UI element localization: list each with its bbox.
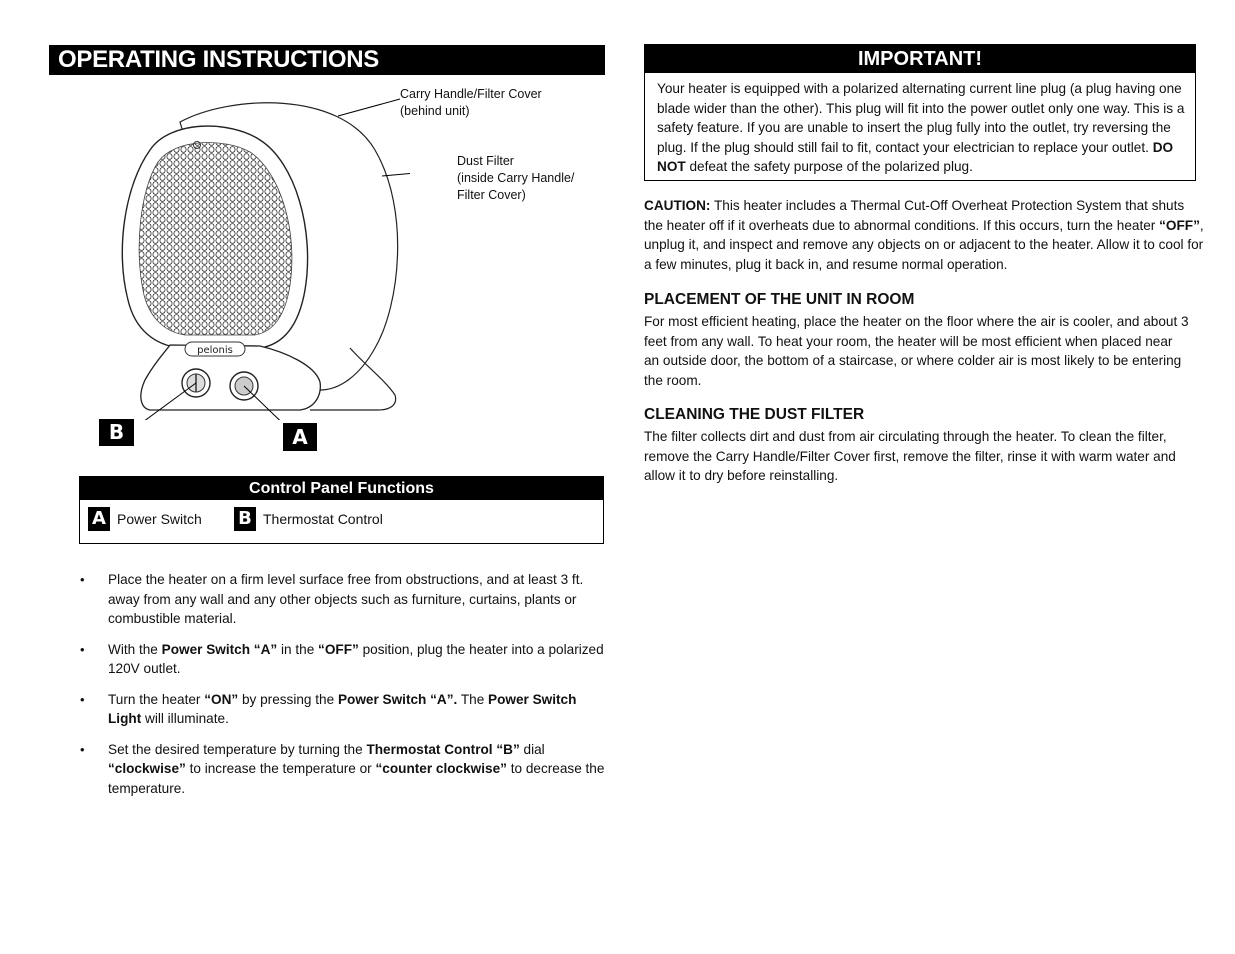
text-bold: “clockwise” — [108, 761, 186, 776]
instruction-item — [80, 690, 605, 729]
text-run: Place the heater on a firm level surface free from obstructions, and at least 3 ft. away from any wall and any other objects such as furniture, curtains, plants or combustible material. — [108, 572, 584, 626]
text-bold: “ON” — [204, 691, 239, 707]
caution-paragraph — [644, 196, 1204, 274]
text-run: position, plug the heater into a polarized 120V outlet. — [108, 641, 604, 676]
important-title: IMPORTANT! — [645, 45, 1195, 73]
instruction-item — [80, 640, 605, 679]
bullet-icon: • — [80, 691, 85, 707]
text-bold: DO NOT — [657, 139, 1174, 174]
text-run: The — [457, 691, 489, 707]
text-run: Your heater is equipped with a polarized alternating current line plug (a plug having one blade wider than the other). This plug will fit into the power outlet only one way. This is a safety feature. If you are unable to insert the plug fully into the outlet, try reversing the plug. If the plug should still fail to fit, contact your electrician to replace your outlet. — [657, 81, 1185, 155]
text-run: Turn the heater — [108, 691, 205, 707]
text-run: in the — [277, 641, 319, 657]
instruction-item — [80, 740, 605, 799]
text-run: will illuminate. — [141, 711, 229, 726]
callout-text: Filter Cover) — [457, 188, 526, 202]
text-bold: “OFF” — [1159, 217, 1200, 233]
text-run: This heater includes a Thermal Cut-Off Overheat Protection System that shuts the heater off if it overheats due to abnormal conditions. If this occurs, turn the heater — [644, 198, 1185, 233]
placement-heading: PLACEMENT OF THE UNIT IN ROOM — [644, 291, 915, 308]
heater-illustration — [110, 90, 410, 420]
cleaning-heading: CLEANING THE DUST FILTER — [644, 406, 865, 423]
instruction-item — [80, 570, 605, 629]
text-bold: “OFF” — [318, 641, 359, 657]
text-run: dial — [519, 741, 545, 757]
instruction-list — [80, 570, 605, 809]
text-run: defeat the safety purpose of the polarized plug. — [685, 159, 973, 174]
text-run: Set the desired temperature by turning the — [108, 741, 367, 757]
callout-text: (behind unit) — [400, 104, 470, 118]
caution-label: CAUTION: — [644, 198, 711, 213]
section-title: OPERATING INSTRUCTIONS — [49, 45, 605, 75]
control-label: Thermostat Control — [263, 511, 383, 527]
control-panel-table — [79, 476, 604, 544]
callout-dust-filter — [457, 153, 574, 204]
text-run: by pressing the — [238, 691, 338, 707]
control-label: Power Switch — [117, 511, 202, 527]
callout-text: Dust Filter — [457, 154, 514, 168]
text-bold: Power Switch “A” — [161, 641, 278, 657]
important-text — [645, 73, 1195, 177]
text-bold: Power Switch “A”. — [337, 691, 458, 707]
control-panel-title: Control Panel Functions — [80, 477, 603, 500]
text-run: to increase the temperature or — [185, 761, 376, 776]
cleaning-paragraph: The filter collects dirt and dust from air circulating through the heater. To clean the filter, remove the Carry Handle/Filter Cover first, remove the filter, rinse it with warm water and allow it to dry before reinstalling. — [644, 429, 1176, 483]
brand-logo: pelonis — [197, 345, 233, 356]
control-item-power — [88, 507, 202, 531]
text-bold: Thermostat Control “B” — [366, 741, 520, 757]
leader-line-handle — [338, 99, 400, 116]
text-bold: “counter clockwise” — [375, 761, 507, 776]
bullet-icon: • — [80, 641, 85, 657]
callout-carry-handle — [400, 86, 542, 120]
bullet-icon: • — [80, 741, 85, 757]
text-run: With the — [108, 641, 162, 657]
text-run: to decrease the temperature. — [108, 761, 605, 796]
callout-text: (inside Carry Handle/ — [457, 171, 575, 185]
callout-text: Carry Handle/Filter Cover — [400, 87, 542, 101]
control-item-thermostat — [234, 507, 383, 531]
diagram-label-a: A — [283, 423, 317, 451]
text-run: , unplug it, and inspect and remove any objects on or adjacent to the heater. Allow it to cool for a few minutes, plug it back in, and resume normal operation. — [644, 217, 1204, 272]
bullet-icon: • — [80, 572, 85, 587]
important-box — [644, 44, 1196, 181]
letter-badge-b: B — [234, 507, 256, 531]
placement-paragraph: For most efficient heating, place the heater on the floor where the air is cooler, and about 3 feet from any wall. To heat your room, the heater will be most efficient when placed near an outside door, the bottom of a staircase, or where colder air is most likely to be entering the room. — [644, 314, 1189, 388]
text-bold: Power Switch Light — [108, 691, 577, 726]
letter-badge-a: A — [88, 507, 110, 531]
diagram-label-b: B — [99, 419, 134, 446]
